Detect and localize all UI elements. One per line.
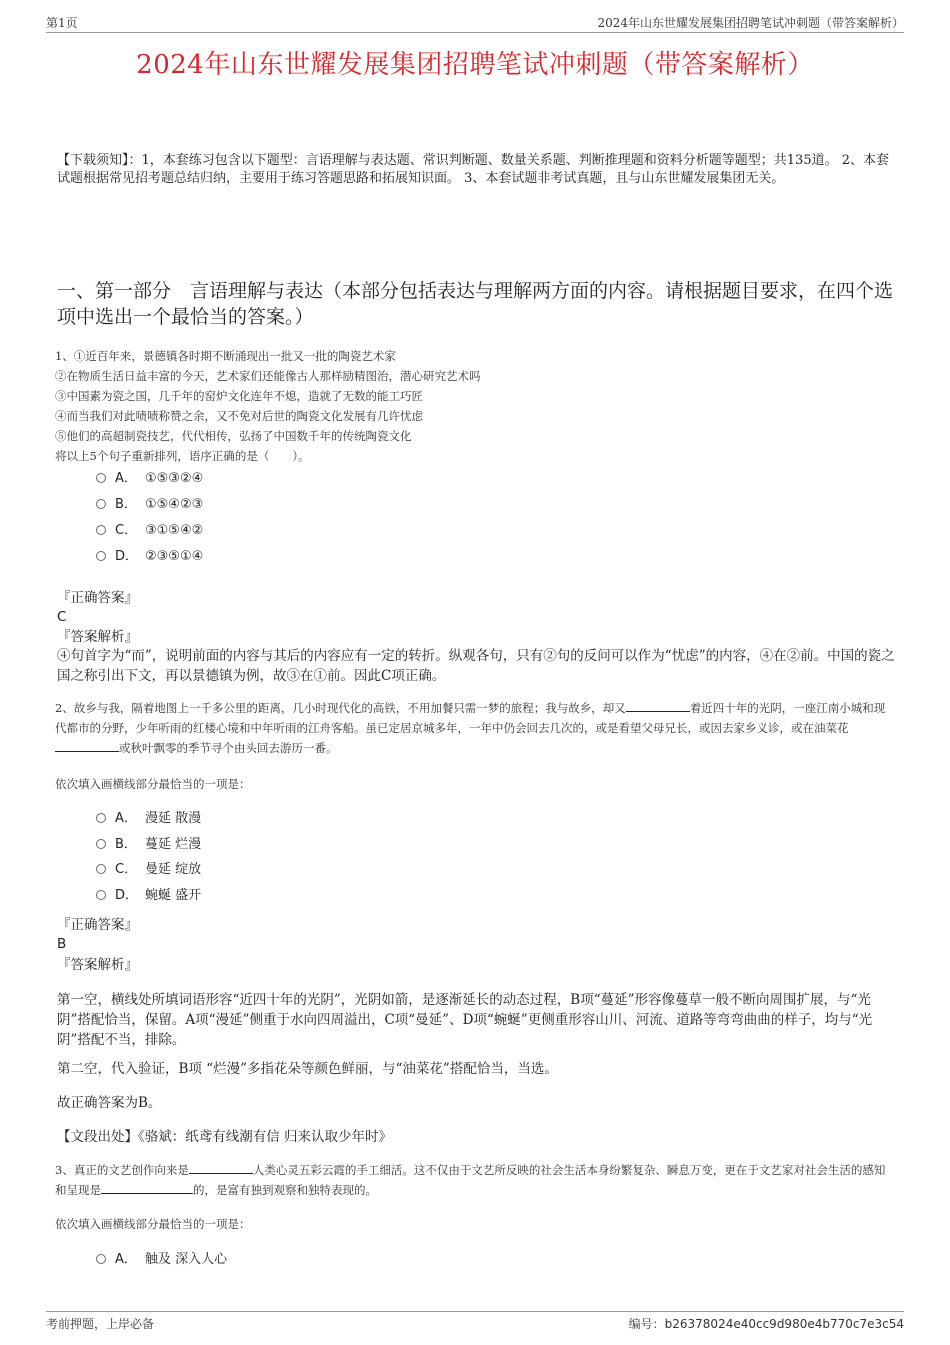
blank-2	[55, 739, 119, 752]
question-3-text: 3、真正的文艺创作向来是 人类心灵五彩云霞的手工细活。这不仅由于文艺所反映的社会生活本身纷繁复杂、瞬息万变，更在于文艺家对社会生活的感知和呈现是 的，是富有独到观察和独特表现的。	[55, 1163, 886, 1197]
question-1-line: ③中国素为瓷之国，几千年的窑炉文化连年不熄，造就了无数的能工巧匠	[55, 389, 423, 403]
q2-source: 【文段出处】《骆斌：纸鸢有线潮有信 归来认取少年时》	[57, 1129, 393, 1145]
section-heading: 一、第一部分 言语理解与表达（本部分包括表达与理解两方面的内容。请根据题目要求，在四个选项中选出一个最恰当的答案。）	[57, 280, 894, 328]
q2-option-b[interactable]: B． 蔓延 烂漫	[96, 835, 201, 855]
radio-icon[interactable]	[96, 551, 106, 561]
document-title: 2024年山东世耀发展集团招聘笔试冲刺题（带答案解析）	[136, 50, 814, 80]
document-id: 编号：b26378024e40cc9d980e4b770c7e3c54	[628, 1317, 904, 1331]
q1-option-d[interactable]: D． ②③⑤①④	[96, 547, 203, 567]
q1-answer: C	[57, 609, 67, 625]
header-divider	[46, 32, 904, 33]
q2-analysis-3: 故正确答案为B。	[57, 1095, 162, 1111]
radio-icon[interactable]	[96, 473, 106, 483]
page-number: 第1页	[46, 16, 78, 30]
question-1-prompt: 将以上5个句子重新排列，语序正确的是（ ）。	[55, 449, 310, 463]
radio-icon[interactable]	[96, 525, 106, 535]
question-1-line: 1、①近百年来，景德镇各时期不断涌现出一批又一批的陶瓷艺术家	[55, 349, 396, 363]
question-2-prompt: 依次填入画横线部分最恰当的一项是：	[55, 777, 251, 791]
radio-icon[interactable]	[96, 1254, 106, 1264]
q2-option-c[interactable]: C． 曼延 绽放	[96, 860, 201, 880]
q2-answer: B	[57, 936, 67, 952]
blank-1	[189, 1161, 253, 1174]
q1-analysis-label: 『答案解析』	[57, 629, 138, 645]
question-1-line: ⑤他们的高超制瓷技艺，代代相传，弘扬了中国数千年的传统陶瓷文化	[55, 429, 412, 443]
radio-icon[interactable]	[96, 864, 106, 874]
question-3-prompt: 依次填入画横线部分最恰当的一项是：	[55, 1217, 251, 1231]
question-1-line: ②在物质生活日益丰富的今天，艺术家们还能像古人那样励精图治，潜心研究艺术吗	[55, 369, 481, 383]
q3-option-a[interactable]: A． 触及 深入人心	[96, 1250, 227, 1270]
question-1	[55, 346, 895, 466]
blank-1	[626, 699, 690, 712]
question-2-text: 2、故乡与我，隔着地图上一千多公里的距离，几小时现代化的高铁，不用加餐只需一梦的旅程；我与故乡，却又 着近四十年的光阴，一座江南小城和现代都市的分野，少年听雨的红楼心境和中年听雨的江舟客船。虽已定居京城多年，一年中仍会回去几次的，或是看望父母兄长，或因去家乡义诊，或在油菜花或秋叶飘零的季节寻个由头回去游历一番。	[55, 701, 886, 755]
radio-icon[interactable]	[96, 499, 106, 509]
q2-analysis-1: 第一空，横线处所填词语形容“近四十年的光阴”，光阴如箭，是逐渐延长的动态过程，B项“蔓延”形容像蔓草一般不断向周围扩展，与“光阴”搭配恰当，保留。A项“漫延”侧重于水向四周溢出，C项“曼延”、D项“蜿蜒”更侧重形容山川、河流、道路等弯弯曲曲的样子，均与“光阴”搭配不当，排除。	[57, 992, 873, 1048]
q2-analysis-2: 第二空，代入验证，B项 “烂漫”多指花朵等颜色鲜丽，与“油菜花”搭配恰当，当选。	[57, 1061, 558, 1077]
header-title: 2024年山东世耀发展集团招聘笔试冲刺题（带答案解析）	[597, 16, 904, 30]
radio-icon[interactable]	[96, 839, 106, 849]
footer-divider	[46, 1311, 904, 1312]
q1-analysis: ④句首字为“而”，说明前面的内容与其后的内容应有一定的转折。纵观各句，只有②句的反问可以作为“忧虑”的内容，④在②前。中国的瓷之国之称引出下文，再以景德镇为例，故③在①前。因此C项正确。	[57, 648, 895, 684]
radio-icon[interactable]	[96, 890, 106, 900]
q1-option-c[interactable]: C． ③①⑤④②	[96, 521, 203, 541]
question-1-line: ④而当我们对此啧啧称赞之余，又不免对后世的陶瓷文化发展有几许忧虑	[55, 409, 423, 423]
q2-option-a[interactable]: A． 漫延 散漫	[96, 809, 201, 829]
q2-answer-label: 『正确答案』	[57, 917, 138, 933]
q1-option-a[interactable]: A． ①⑤③②④	[96, 469, 203, 489]
q1-answer-label: 『正确答案』	[57, 590, 138, 606]
footer-slogan: 考前押题，上岸必备	[46, 1317, 155, 1331]
q2-analysis-label: 『答案解析』	[57, 957, 138, 973]
blank-2	[101, 1181, 193, 1194]
q1-option-b[interactable]: B． ①⑤④②③	[96, 495, 203, 515]
radio-icon[interactable]	[96, 813, 106, 823]
download-notice: 【下载须知】：1，本套练习包含以下题型：言语理解与表达题、常识判断题、数量关系题、判断推理题和资料分析题等题型；共135道。 2、本套试题根据常见招考题总结归纳，主要用于练习答题思路和拓展知识面。 3、本套试题非考试真题，且与山东世耀发展集团无关。	[57, 153, 889, 186]
q2-option-d[interactable]: D． 蜿蜒 盛开	[96, 886, 201, 906]
